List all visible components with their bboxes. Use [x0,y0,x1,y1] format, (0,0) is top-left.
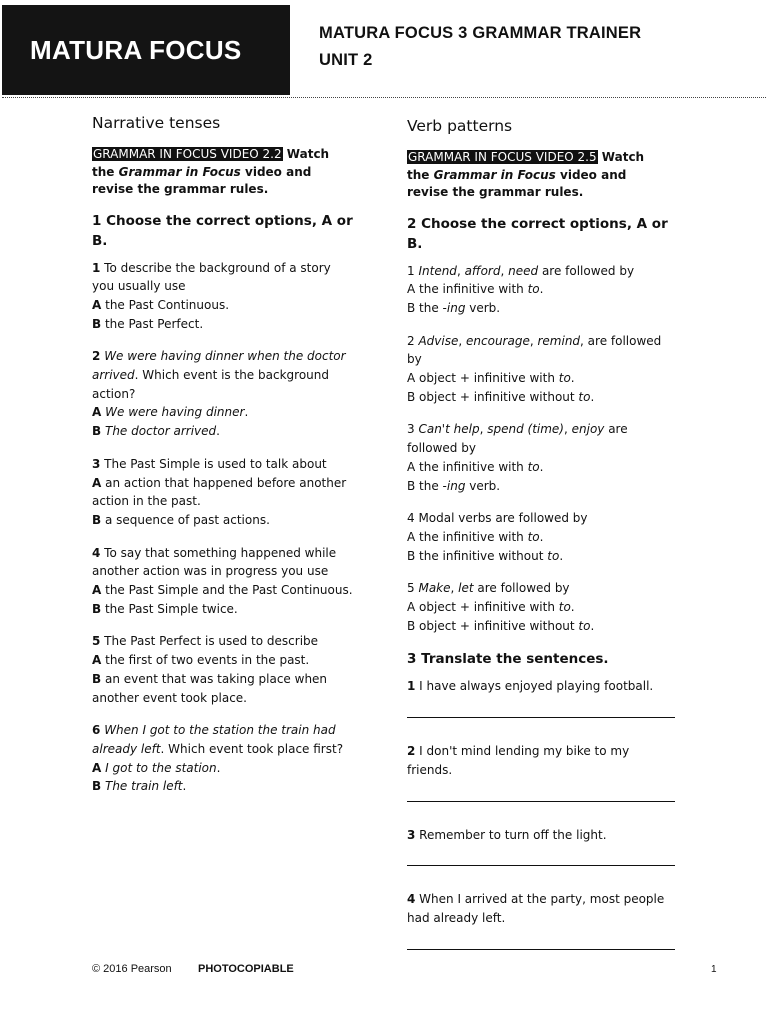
answer-line-4[interactable] [407,949,675,950]
translate-sentence-1: 1 I have always enjoyed playing football. [407,679,654,694]
option-a[interactable]: A the infinitive with to. [407,282,544,297]
option-b[interactable]: B the -ing verb. [407,300,501,315]
option-b[interactable]: B The train left. [92,779,187,794]
pattern-question-5: 5 Make, let are followed by A object + infinitive with to. B object + infinitive without to. [407,579,669,635]
logo-text: MATURA FOCUS [30,34,242,65]
option-b[interactable]: B the -ing verb. [407,478,501,493]
video-tag: GRAMMAR IN FOCUS VIDEO 2.5 [408,150,597,164]
translate-sentence-3: 3 Remember to turn off the light. [407,827,607,842]
section-title-narrative: Narrative tenses [92,114,221,132]
translate-sentence-2: 2 I don't mind lending my bike to my friends. [407,744,630,777]
page-number: 1 [711,964,717,975]
option-a[interactable]: A object + infinitive with to. [407,371,575,386]
exercise-3-title: 3 Translate the sentences. [407,651,609,668]
matura-focus-logo [2,5,290,95]
option-b[interactable]: B The doctor arrived. [92,424,220,439]
option-a[interactable]: A the first of two events in the past. [92,653,310,668]
translate-sentence-4: 4 When I arrived at the party, most people had already left. [407,892,665,925]
option-a[interactable]: A the infinitive with to. [407,459,544,474]
answer-line-2[interactable] [407,801,675,802]
header-divider [2,97,766,98]
answer-line-3[interactable] [407,865,675,866]
pattern-question-2: 2 Advise, encourage, remind, are followed by A object + infinitive with to. B object + infinitive without to. [407,332,669,407]
question-5: 5 The Past Perfect is used to describe A the first of two events in the past. B an event that was taking place when another event took place. [92,632,354,707]
option-b[interactable]: B the Past Simple twice. [92,601,238,616]
option-b[interactable]: B the Past Perfect. [92,316,204,331]
question-2: 2 We were having dinner when the doctor arrived. Which event is the background action? A We were having dinner. B The doctor arrived. [92,347,354,441]
pattern-question-1: 1 Intend, afford, need are followed by A the infinitive with to. B the -ing verb. [407,262,669,318]
option-b[interactable]: B an event that was taking place when another event took place. [92,671,328,705]
option-a[interactable]: A an action that happened before another action in the past. [92,475,347,509]
verb-patterns-column [407,115,669,974]
option-a[interactable]: A the infinitive with to. [407,529,544,544]
option-a[interactable]: A object + infinitive with to. [407,600,575,615]
option-b[interactable]: B the infinitive without to. [407,548,564,563]
pattern-question-3: 3 Can't help, spend (time), enjoy are followed by A the infinitive with to. B the -ing verb. [407,420,669,495]
option-a[interactable]: A I got to the station. [92,760,221,775]
option-a[interactable]: A the Past Simple and the Past Continuous. [92,583,353,598]
narrative-tenses-column [92,112,354,810]
title-line-1: MATURA FOCUS 3 GRAMMAR TRAINER [319,24,642,42]
option-a[interactable]: A the Past Continuous. [92,297,230,312]
intro-narrative: GRAMMAR IN FOCUS VIDEO 2.2 Watch the Grammar in Focus video and revise the grammar rules. [92,147,330,196]
video-tag: GRAMMAR IN FOCUS VIDEO 2.2 [93,147,282,161]
intro-verb-patterns: GRAMMAR IN FOCUS VIDEO 2.5 Watch the Grammar in Focus video and revise the grammar rules. [407,150,645,199]
option-b[interactable]: B object + infinitive without to. [407,389,595,404]
section-title-verb-patterns: Verb patterns [407,117,513,135]
pattern-question-4: 4 Modal verbs are followed by A the infinitive with to. B the infinitive without to. [407,509,669,565]
worksheet-title [319,20,641,74]
exercise-1-title: 1 Choose the correct options, A or B. [92,212,353,249]
option-b[interactable]: B object + infinitive without to. [407,618,595,633]
answer-line-1[interactable] [407,717,675,718]
exercise-2-title: 2 Choose the correct options, A or B. [407,215,668,252]
translation-list [407,677,669,949]
question-6: 6 When I got to the station the train had already left. Which event took place first? A I got to the station. B The train left. [92,721,354,796]
option-b[interactable]: B a sequence of past actions. [92,512,270,527]
question-4: 4 To say that something happened while another action was in progress you use A the Past Simple and the Past Continuous. B the Past Simple twice. [92,544,354,619]
question-3: 3 The Past Simple is used to talk about A an action that happened before another action in the past. B a sequence of past actions. [92,455,354,530]
question-1: 1 To describe the background of a story you usually use A the Past Continuous. B the Past Perfect. [92,259,354,334]
photocopiable-label: PHOTOCOPIABLE [198,963,294,975]
copyright: © 2016 Pearson [92,963,172,975]
title-line-2: UNIT 2 [319,51,373,69]
option-a[interactable]: A We were having dinner. [92,405,249,420]
